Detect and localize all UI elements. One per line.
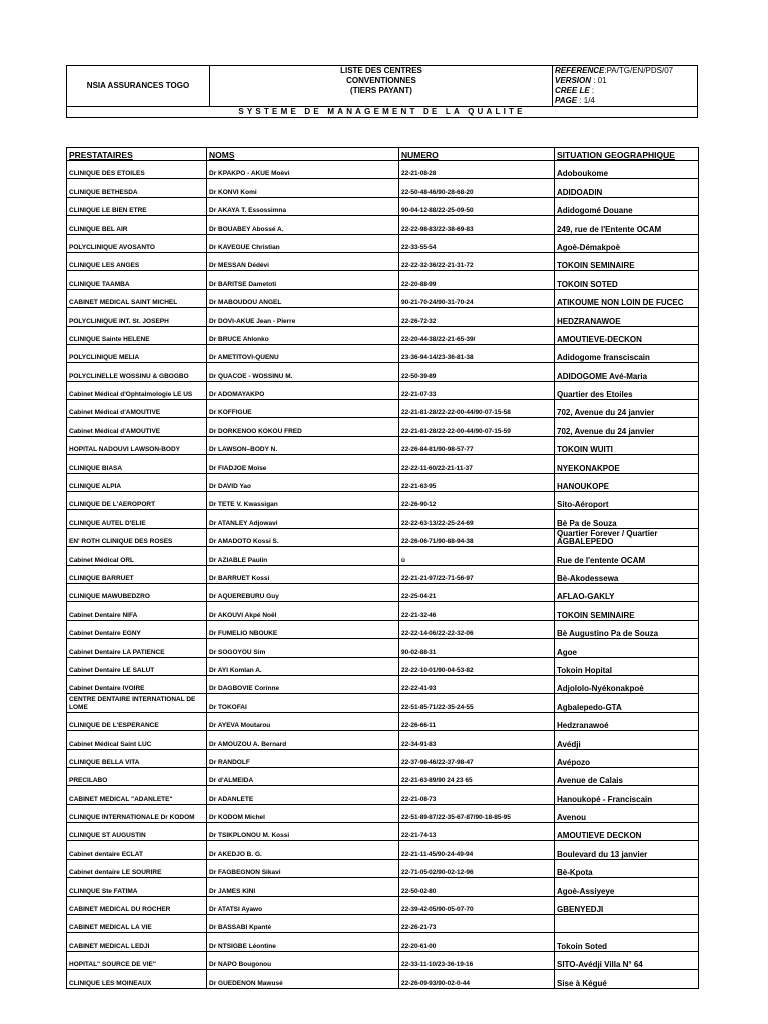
provider-cell: CLINIQUE DE L'AEROPORT (67, 492, 207, 510)
phone-number-cell: 22-26-66-11 (399, 712, 555, 730)
version-field (553, 76, 698, 86)
location-cell: 702, Avenue du 24 janvier (555, 400, 699, 418)
location-cell: Agbalepedo-GTA (555, 694, 699, 712)
location-cell: Avenue de Calais (555, 767, 699, 785)
table-row (67, 161, 699, 179)
location-cell: Tokoin Soted (555, 933, 699, 951)
column-header-numero: NUMERO (399, 148, 555, 161)
table-row (67, 344, 699, 362)
reference-value: :PA/TG/EN/PDS/07 (604, 66, 674, 75)
phone-number-cell: 22-20-88-99 (399, 271, 555, 289)
phone-number-cell: 22-37-98-46/22-37-98-47 (399, 749, 555, 767)
doctor-name-cell: Dr FUMELIO NBOUKE (207, 620, 399, 638)
location-cell: TOKOIN WUITI (555, 436, 699, 454)
doctor-name-cell: Dr KODOM Michel (207, 804, 399, 822)
phone-number-cell: 22-21-08-73 (399, 786, 555, 804)
doctor-name-cell: Dr RANDOLF (207, 749, 399, 767)
location-cell: Hedzranawoé (555, 712, 699, 730)
phone-number-cell: 22-21-81-28/22-22-00-44/90-07-15-59 (399, 418, 555, 436)
location-cell: SITO-Avédji Villa N° 64 (555, 951, 699, 969)
doctor-name-cell: Dr AMETITOVI-QUENU (207, 344, 399, 362)
table-row (67, 418, 699, 436)
location-cell: Sito-Aéroport (555, 492, 699, 510)
location-cell: ADIDOADIN (555, 179, 699, 197)
doctor-name-cell: Dr BASSABI Kpanté (207, 915, 399, 933)
location-cell: TOKOIN SEMINAIRE (555, 602, 699, 620)
phone-number-cell: ù (399, 547, 555, 565)
phone-number-cell: 22-33-11-10/23-36-19-16 (399, 951, 555, 969)
location-cell: ATIKOUME NON LOIN DE FUCEC (555, 289, 699, 307)
page-field (553, 96, 698, 107)
provider-cell: CLINIQUE BETHESDA (67, 179, 207, 197)
doctor-name-cell: Dr KONVI Komi (207, 179, 399, 197)
doctor-name-cell: Dr AKAYA T. Essossimna (207, 197, 399, 215)
phone-number-cell: 22-50-39-89 (399, 363, 555, 381)
phone-number-cell: 22-22-98-83/22-38-69-83 (399, 216, 555, 234)
location-cell: Bè-Akodessewa (555, 565, 699, 583)
doctor-name-cell: Dr FIADJOE Moïse (207, 455, 399, 473)
location-cell: AFLAO-GAKLY (555, 583, 699, 601)
phone-number-cell: 22-39-42-05/90-05-07-70 (399, 896, 555, 914)
table-row (67, 933, 699, 951)
table-row (67, 473, 699, 491)
table-row (67, 565, 699, 583)
provider-cell: Cabinet Médical d'AMOUTIVE (67, 418, 207, 436)
phone-number-cell: 22-20-44-38/22-21-65-39/ (399, 326, 555, 344)
title-line-1: LISTE DES CENTRES (210, 66, 553, 77)
phone-number-cell: 22-22-11-60/22-21-11-37 (399, 455, 555, 473)
location-cell: Rue de l'entente OCAM (555, 547, 699, 565)
location-cell: Avédji (555, 731, 699, 749)
provider-cell: Cabinet Médical d'Ophtalmologie LE US (67, 381, 207, 399)
table-row (67, 455, 699, 473)
doctor-name-cell: Dr TOKOFAI (207, 694, 399, 712)
provider-cell: Cabinet Médical d'AMOUTIVE (67, 400, 207, 418)
table-header-row (67, 148, 699, 161)
provider-cell: CLINIQUE INTERNATIONALE Dr KODOM (67, 804, 207, 822)
doctor-name-cell: Dr NTSIGBE Léontine (207, 933, 399, 951)
provider-cell: CLINIQUE LES ANGES (67, 252, 207, 270)
provider-cell: CLINIQUE BARRUET (67, 565, 207, 583)
doctor-name-cell: Dr BRUCE Ahlonko (207, 326, 399, 344)
doctor-name-cell: Dr FAGBEGNON Sikavi (207, 859, 399, 877)
provider-cell: CLINIQUE BELLA VITA (67, 749, 207, 767)
doctor-name-cell: Dr MABOUDOU ANGEL (207, 289, 399, 307)
doctor-name-cell: Dr TSIKPLONOU M. Kossi (207, 823, 399, 841)
table-row (67, 326, 699, 344)
phone-number-cell: 22-34-91-83 (399, 731, 555, 749)
provider-cell: CENTRE DENTAIRE INTERNATIONAL DE LOME (67, 694, 207, 712)
phone-number-cell: 22-22-14-06/22-22-32-06 (399, 620, 555, 638)
table-row (67, 197, 699, 215)
provider-cell: CABINET MEDICAL LA VIE (67, 915, 207, 933)
phone-number-cell: 22-26-21-73 (399, 915, 555, 933)
location-cell: Agoè-Démakpoè (555, 234, 699, 252)
phone-number-cell: 22-20-61-00 (399, 933, 555, 951)
page-label: PAGE (555, 96, 578, 105)
provider-cell: POLYCLINIQUE MELIA (67, 344, 207, 362)
phone-number-cell: 22-22-32-36/22-21-31-72 (399, 252, 555, 270)
provider-cell: CABINET MEDICAL DU ROCHER (67, 896, 207, 914)
table-row (67, 951, 699, 969)
doctor-name-cell: Dr AMOUZOU A. Bernard (207, 731, 399, 749)
table-row (67, 749, 699, 767)
doctor-name-cell: Dr AKOUVI Akpé Noël (207, 602, 399, 620)
provider-cell: CLINIQUE Ste FATIMA (67, 878, 207, 896)
phone-number-cell: 22-26-72-32 (399, 308, 555, 326)
doctor-name-cell: Dr DORKENOO KOKOU FRED (207, 418, 399, 436)
provider-cell: POLYCLINIQUE AVOSANTO (67, 234, 207, 252)
doctor-name-cell: Dr KAVEGUE Christian (207, 234, 399, 252)
phone-number-cell: 22-21-63-89/90 24 23 65 (399, 767, 555, 785)
location-cell: 249, rue de l'Entente OCAM (555, 216, 699, 234)
version-value: : 01 (591, 76, 607, 85)
phone-number-cell: 22-26-84-81/90-98-57-77 (399, 436, 555, 454)
location-cell: Boulevard du 13 janvier (555, 841, 699, 859)
provider-cell: Cabinet Dentaire NIFA (67, 602, 207, 620)
doctor-name-cell: Dr QUACOE - WOSSINU M. (207, 363, 399, 381)
table-row (67, 234, 699, 252)
doctor-name-cell: Dr AYEVA Moutarou (207, 712, 399, 730)
table-row (67, 289, 699, 307)
doctor-name-cell: Dr BOUABEY Abossé A. (207, 216, 399, 234)
table-row (67, 436, 699, 454)
provider-cell: CLINIQUE ALPIA (67, 473, 207, 491)
page-value: : 1/4 (577, 96, 595, 105)
table-row (67, 823, 699, 841)
table-row (67, 767, 699, 785)
location-cell: HANOUKOPE (555, 473, 699, 491)
provider-cell: CABINET MEDICAL LEDJI (67, 933, 207, 951)
cree-label: CREE LE (555, 86, 590, 95)
provider-cell: CLINIQUE LES MOINEAUX (67, 970, 207, 988)
phone-number-cell: 22-22-10-01/90-04-53-82 (399, 657, 555, 675)
phone-number-cell: 90-21-70-24/90-31-70-24 (399, 289, 555, 307)
document-header (66, 65, 698, 118)
provider-cell: Cabinet dentaire ECLAT (67, 841, 207, 859)
table-row (67, 528, 699, 546)
location-cell (555, 915, 699, 933)
phone-number-cell: 22-21-08-28 (399, 161, 555, 179)
phone-number-cell: 22-21-63-95 (399, 473, 555, 491)
table-row (67, 620, 699, 638)
provider-cell: Cabinet Dentaire LE SALUT (67, 657, 207, 675)
provider-cell: CLINIQUE TAAMBA (67, 271, 207, 289)
table-row (67, 271, 699, 289)
table-row (67, 731, 699, 749)
table-row (67, 510, 699, 528)
provider-cell: Cabinet Médical ORL (67, 547, 207, 565)
table-row (67, 896, 699, 914)
title-line-3: (TIERS PAYANT) (210, 86, 553, 96)
table-row (67, 308, 699, 326)
table-row (67, 675, 699, 693)
table-row (67, 400, 699, 418)
location-cell: Adoboukome (555, 161, 699, 179)
location-cell: AMOUTIEVE-DECKON (555, 326, 699, 344)
location-cell: AMOUTIEVE DECKON (555, 823, 699, 841)
phone-number-cell: 22-22-41-93 (399, 675, 555, 693)
location-cell: Bè Pa de Souza (555, 510, 699, 528)
doctor-name-cell: Dr LAWSON–BODY N. (207, 436, 399, 454)
phone-number-cell: 22-50-48-46/90-28-68-20 (399, 179, 555, 197)
provider-cell: HOPITAL NADOUVI LAWSON-BODY (67, 436, 207, 454)
location-cell: Bè Augustino Pa de Souza (555, 620, 699, 638)
location-cell: 702, Avenue du 24 janvier (555, 418, 699, 436)
phone-number-cell: 22-21-21-97/22-71-56-97 (399, 565, 555, 583)
table-row (67, 363, 699, 381)
table-row (67, 915, 699, 933)
phone-number-cell: 90-04-12-88/22-25-09-50 (399, 197, 555, 215)
doctor-name-cell: Dr TETE V. Kwassigan (207, 492, 399, 510)
phone-number-cell: 90-02-88-31 (399, 639, 555, 657)
doctor-name-cell: Dr ADANLETE (207, 786, 399, 804)
doctor-name-cell: Dr ADOMAYAKPO (207, 381, 399, 399)
location-cell: TOKOIN SOTED (555, 271, 699, 289)
doctor-name-cell: Dr JAMES KINI (207, 878, 399, 896)
doctor-name-cell: Dr SOGOYOU Sim (207, 639, 399, 657)
provider-cell: CLINIQUE LE BIEN ETRE (67, 197, 207, 215)
provider-cell: PRECILABO (67, 767, 207, 785)
provider-cell: Cabinet Dentaire LA PATIENCE (67, 639, 207, 657)
table-row (67, 216, 699, 234)
table-row (67, 694, 699, 712)
phone-number-cell: 22-51-85-71/22-35-24-55 (399, 694, 555, 712)
table-row (67, 492, 699, 510)
table-row (67, 859, 699, 877)
column-header-noms: NOMS (207, 148, 399, 161)
cree-value: : (589, 86, 595, 95)
location-cell: Hanoukopé - Franciscain (555, 786, 699, 804)
location-cell: NYEKONAKPOE (555, 455, 699, 473)
location-cell: Quartier Forever / Quartier AGBALEPEDO (555, 528, 699, 546)
location-cell: Bè-Kpota (555, 859, 699, 877)
location-cell: Quartier des Etoiles (555, 381, 699, 399)
location-cell: Adidogomé Douane (555, 197, 699, 215)
phone-number-cell: 22-25-04-21 (399, 583, 555, 601)
reference-label: REFERENCE (555, 66, 605, 75)
doctor-name-cell: Dr DAVID Yao (207, 473, 399, 491)
location-cell: Tokoin Hopital (555, 657, 699, 675)
table-row (67, 179, 699, 197)
provider-cell: CABINET MEDICAL "ADANLETE" (67, 786, 207, 804)
phone-number-cell: 22-21-11-45/90-24-49-94 (399, 841, 555, 859)
column-header-situation: SITUATION GEOGRAPHIQUE (555, 148, 699, 161)
phone-number-cell: 23-36-94-14/23-36-81-38 (399, 344, 555, 362)
table-row (67, 639, 699, 657)
location-cell: Avépozo (555, 749, 699, 767)
table-row (67, 547, 699, 565)
doctor-name-cell: Dr MESSAN Dédévi (207, 252, 399, 270)
reference-field (553, 66, 698, 77)
provider-cell: Cabinet Dentaire EGNY (67, 620, 207, 638)
column-header-prestataires: PRESTATAIRES (67, 148, 207, 161)
cree-field (553, 86, 698, 96)
title-spacer (210, 96, 553, 107)
provider-cell: POLYCLINELLE WOSSINU & GBOGBO (67, 363, 207, 381)
provider-cell: CLINIQUE BEL AIR (67, 216, 207, 234)
doctor-name-cell: Dr GUEDENON Mawusé (207, 970, 399, 988)
version-label: VERSION (555, 76, 592, 85)
doctor-name-cell: Dr NAPO Bougonou (207, 951, 399, 969)
company-name: NSIA ASSURANCES TOGO (67, 66, 210, 107)
location-cell: Agoe (555, 639, 699, 657)
table-row (67, 657, 699, 675)
doctor-name-cell: Dr KOFFIGUE (207, 400, 399, 418)
quality-system-banner: SYSTEME DE MANAGEMENT DE LA QUALITE (67, 107, 698, 118)
doctor-name-cell: Dr ATANLEY Adjowavi (207, 510, 399, 528)
location-cell: Sise à Kégué (555, 970, 699, 988)
location-cell: Adjololo-Nyékonakpoè (555, 675, 699, 693)
phone-number-cell: 22-26-90-12 (399, 492, 555, 510)
table-row (67, 602, 699, 620)
provider-cell: CLINIQUE MAWUBEDZRO (67, 583, 207, 601)
location-cell: GBENYEDJI (555, 896, 699, 914)
provider-cell: Cabinet Dentaire IVOIRE (67, 675, 207, 693)
doctor-name-cell: Dr AMADOTO Kossi S. (207, 528, 399, 546)
table-row (67, 583, 699, 601)
location-cell: Avenou (555, 804, 699, 822)
phone-number-cell: 22-50-02-80 (399, 878, 555, 896)
table-row (67, 841, 699, 859)
provider-cell: Cabinet dentaire LE SOURIRE (67, 859, 207, 877)
doctor-name-cell: Dr AQUEREBURU Guy (207, 583, 399, 601)
table-row (67, 804, 699, 822)
table-row (67, 381, 699, 399)
phone-number-cell: 22-51-89-87/22-35-67-87/90-18-85-95 (399, 804, 555, 822)
doctor-name-cell: Dr AZIABLE Paulin (207, 547, 399, 565)
table-row (67, 712, 699, 730)
table-row (67, 878, 699, 896)
doctor-name-cell: Dr KPAKPO - AKUE Moèvi (207, 161, 399, 179)
location-cell: TOKOIN SEMINAIRE (555, 252, 699, 270)
phone-number-cell: 22-22-63-13/22-25-24-69 (399, 510, 555, 528)
provider-cell: CLINIQUE ST AUGUSTIN (67, 823, 207, 841)
provider-cell: POLYCLINIQUE INT. St. JOSEPH (67, 308, 207, 326)
phone-number-cell: 22-71-05-02/90-02-12-96 (399, 859, 555, 877)
doctor-name-cell: Dr d'ALMEIDA (207, 767, 399, 785)
location-cell: ADIDOGOME Avé-Maria (555, 363, 699, 381)
provider-cell: HOPITAL" SOURCE DE VIE" (67, 951, 207, 969)
location-cell: Agoè-Assiyeye (555, 878, 699, 896)
location-cell: HEDZRANAWOE (555, 308, 699, 326)
providers-table (66, 147, 699, 989)
title-line-2: CONVENTIONNES (210, 76, 553, 86)
doctor-name-cell: Dr BARITSE Dametoti (207, 271, 399, 289)
phone-number-cell: 22-21-74-13 (399, 823, 555, 841)
table-row (67, 786, 699, 804)
provider-cell: CLINIQUE AUTEL D'ELIE (67, 510, 207, 528)
phone-number-cell: 22-21-32-46 (399, 602, 555, 620)
doctor-name-cell: Dr BARRUET Kossi (207, 565, 399, 583)
doctor-name-cell: Dr AYI Komlan A. (207, 657, 399, 675)
phone-number-cell: 22-33-55-54 (399, 234, 555, 252)
provider-cell: CABINET MEDICAL SAINT MICHEL (67, 289, 207, 307)
phone-number-cell: 22-21-07-33 (399, 381, 555, 399)
provider-cell: CLINIQUE Sainte HELENE (67, 326, 207, 344)
table-row (67, 970, 699, 988)
provider-cell: CLINIQUE DE L'ESPERANCE (67, 712, 207, 730)
doctor-name-cell: Dr AKEDJO B. G. (207, 841, 399, 859)
provider-cell: CLINIQUE DES ETOILES (67, 161, 207, 179)
table-row (67, 252, 699, 270)
phone-number-cell: 22-21-81-28/22-22-00-44/90-07-15-58 (399, 400, 555, 418)
location-cell: Adidogome fransciscain (555, 344, 699, 362)
provider-cell: EN' ROTH CLINIQUE DES ROSES (67, 528, 207, 546)
provider-cell: CLINIQUE BIASA (67, 455, 207, 473)
doctor-name-cell: Dr ATATSI Ayawo (207, 896, 399, 914)
phone-number-cell: 22-26-06-71/90-88-94-38 (399, 528, 555, 546)
provider-cell: Cabinet Médical Saint LUC (67, 731, 207, 749)
phone-number-cell: 22-26-09-93/90-02-0-44 (399, 970, 555, 988)
doctor-name-cell: Dr DOVI-AKUE Jean - Pierre (207, 308, 399, 326)
doctor-name-cell: Dr DAGBOVIE Corinne (207, 675, 399, 693)
